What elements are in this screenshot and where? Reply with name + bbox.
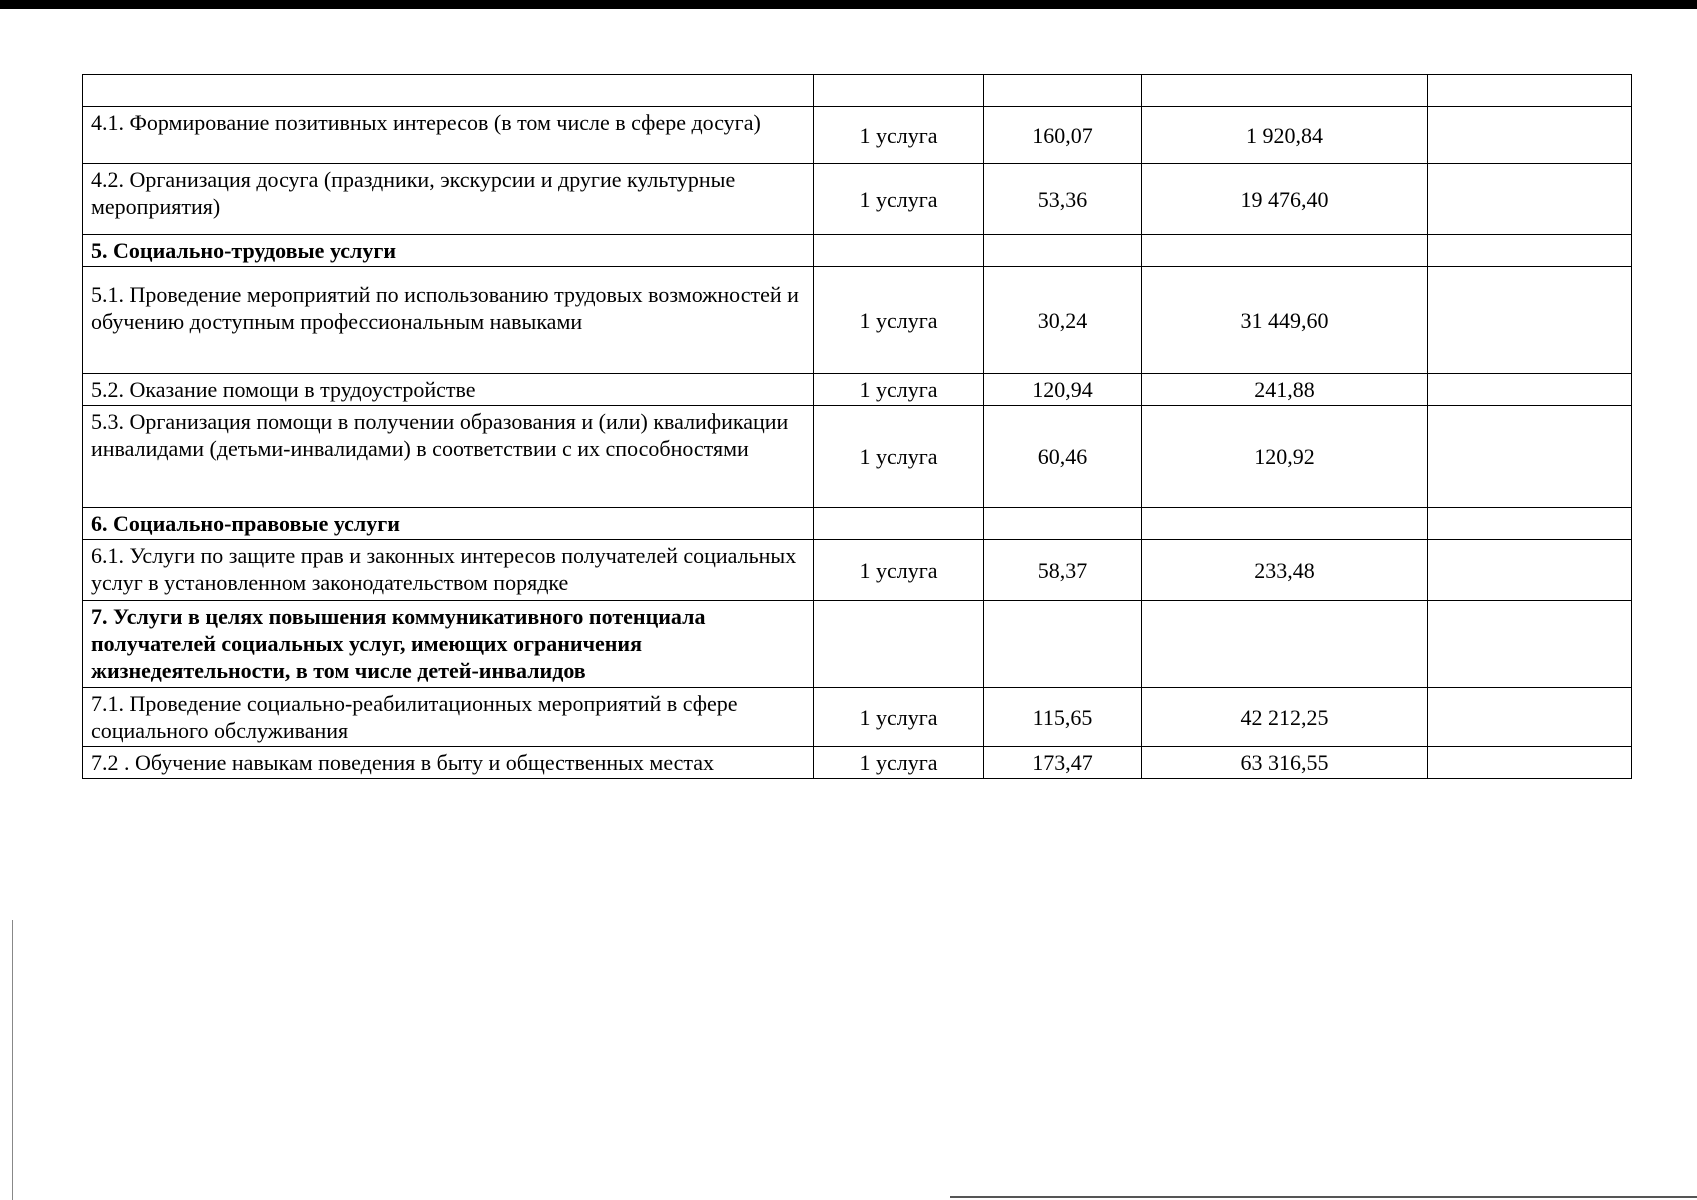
extra-cell [1428, 75, 1632, 107]
service-name-cell: 7.2 . Обучение навыкам поведения в быту и общественных местах [83, 747, 814, 779]
total-cell [1142, 235, 1428, 267]
extra-cell [1428, 107, 1632, 164]
extra-cell [1428, 747, 1632, 779]
table-row [83, 267, 1632, 374]
section-heading-row [83, 508, 1632, 540]
unit-cell [814, 601, 984, 688]
table-row [83, 164, 1632, 235]
extra-cell [1428, 601, 1632, 688]
service-name-cell: 4.2. Организация досуга (праздники, экскурсии и другие культурные мероприятия) [83, 164, 814, 235]
unit-cell: 1 услуга [814, 164, 984, 235]
section-title-cell: 5. Социально-трудовые услуги [83, 235, 814, 267]
total-cell [1142, 601, 1428, 688]
price-cell: 115,65 [984, 688, 1142, 747]
total-cell: 42 212,25 [1142, 688, 1428, 747]
table-row [83, 374, 1632, 406]
extra-cell [1428, 406, 1632, 508]
total-cell: 31 449,60 [1142, 267, 1428, 374]
unit-cell: 1 услуга [814, 406, 984, 508]
price-cell: 30,24 [984, 267, 1142, 374]
total-cell: 233,48 [1142, 540, 1428, 601]
total-cell [1142, 75, 1428, 107]
extra-cell [1428, 164, 1632, 235]
extra-cell [1428, 267, 1632, 374]
price-cell [984, 601, 1142, 688]
service-name-cell: 7.1. Проведение социально-реабилитационных мероприятий в сфере социального обслуживания [83, 688, 814, 747]
service-name-cell: 5.3. Организация помощи в получении образования и (или) квалификации инвалидами (детьми-инвалидами) в соответствии с их способностями [83, 406, 814, 508]
table-row [83, 107, 1632, 164]
price-cell [984, 235, 1142, 267]
total-cell: 1 920,84 [1142, 107, 1428, 164]
unit-cell [814, 508, 984, 540]
total-cell: 19 476,40 [1142, 164, 1428, 235]
scan-border-top [0, 0, 1697, 9]
table-row [83, 747, 1632, 779]
price-cell: 120,94 [984, 374, 1142, 406]
extra-cell [1428, 688, 1632, 747]
total-cell: 241,88 [1142, 374, 1428, 406]
unit-cell: 1 услуга [814, 374, 984, 406]
scan-edge-bottom [950, 1196, 1697, 1198]
section-heading-row [83, 601, 1632, 688]
table-row [83, 406, 1632, 508]
section-title-cell: 7. Услуги в целях повышения коммуникативного потенциала получателей социальных услуг, имеющих ограничения жизнедеятельности, в том числе детей-инвалидов [83, 601, 814, 688]
unit-cell [814, 235, 984, 267]
section-title-cell: 6. Социально-правовые услуги [83, 508, 814, 540]
price-cell: 173,47 [984, 747, 1142, 779]
service-name-cell: 5.1. Проведение мероприятий по использованию трудовых возможностей и обучению доступным профессиональным навыками [83, 267, 814, 374]
price-cell [984, 75, 1142, 107]
section-heading-row [83, 235, 1632, 267]
table-row-blank [83, 75, 1632, 107]
price-cell: 58,37 [984, 540, 1142, 601]
price-cell: 160,07 [984, 107, 1142, 164]
service-name-cell: 5.2. Оказание помощи в трудоустройстве [83, 374, 814, 406]
table-row [83, 540, 1632, 601]
table-row [83, 688, 1632, 747]
unit-cell: 1 услуга [814, 688, 984, 747]
unit-cell [814, 75, 984, 107]
price-cell [984, 508, 1142, 540]
price-cell: 60,46 [984, 406, 1142, 508]
total-cell: 63 316,55 [1142, 747, 1428, 779]
unit-cell: 1 услуга [814, 107, 984, 164]
scan-edge-left [12, 920, 13, 1200]
service-name-cell: 4.1. Формирование позитивных интересов (в том числе в сфере досуга) [83, 107, 814, 164]
service-name-cell: 6.1. Услуги по защите прав и законных интересов получателей социальных услуг в установленном законодательством порядке [83, 540, 814, 601]
extra-cell [1428, 235, 1632, 267]
extra-cell [1428, 374, 1632, 406]
extra-cell [1428, 540, 1632, 601]
total-cell: 120,92 [1142, 406, 1428, 508]
unit-cell: 1 услуга [814, 540, 984, 601]
extra-cell [1428, 508, 1632, 540]
service-name-cell [83, 75, 814, 107]
total-cell [1142, 508, 1428, 540]
services-tariff-table [82, 74, 1632, 779]
price-cell: 53,36 [984, 164, 1142, 235]
unit-cell: 1 услуга [814, 747, 984, 779]
unit-cell: 1 услуга [814, 267, 984, 374]
